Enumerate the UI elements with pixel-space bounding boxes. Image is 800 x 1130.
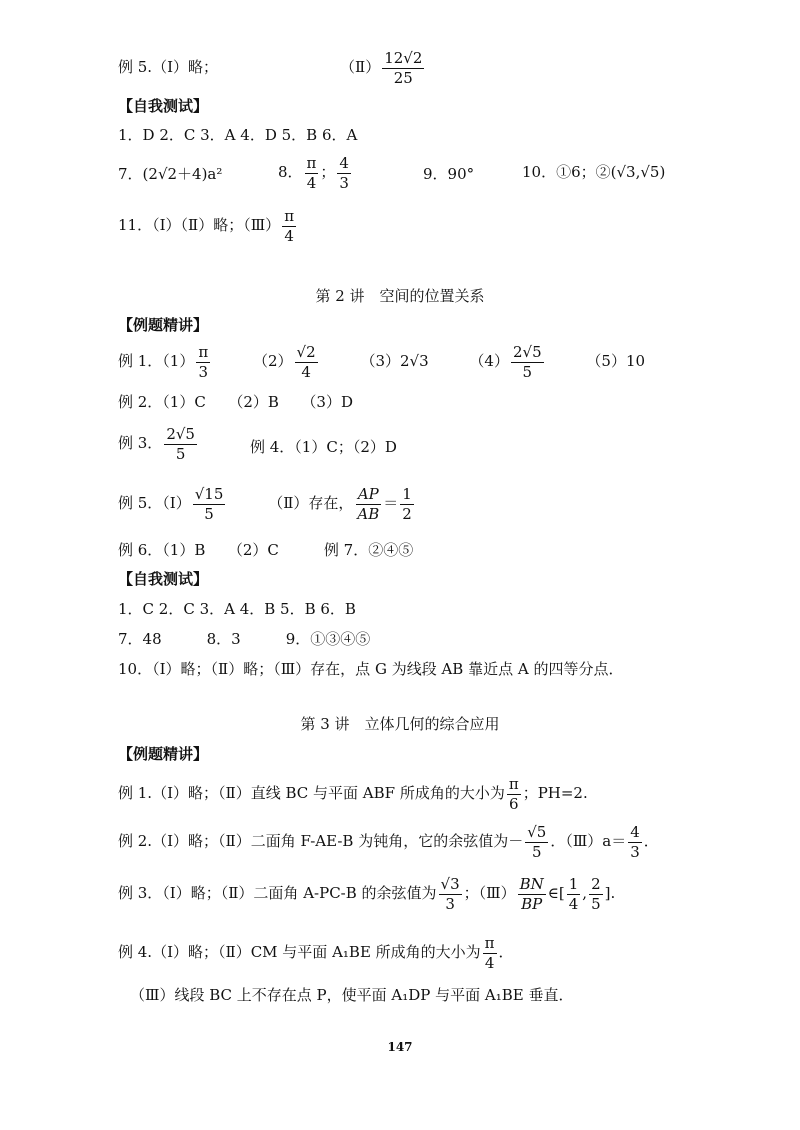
comma: , xyxy=(582,884,588,902)
fraction xyxy=(567,876,581,912)
numerator: 2√5 xyxy=(512,343,542,361)
answer-row: 10．（Ⅰ）略；（Ⅱ）略；（Ⅲ）存在，点 G 为线段 AB 靠近点 A 的四等分点． xyxy=(118,660,624,678)
answer-q9: 9．90° xyxy=(423,165,475,183)
denominator: 5 xyxy=(175,444,186,463)
fraction xyxy=(628,824,642,860)
section-heading-self-test: 【自我测试】 xyxy=(118,97,209,115)
denominator: BP xyxy=(521,894,543,913)
label: 11．（Ⅰ）（Ⅱ）略；（Ⅲ） xyxy=(118,216,281,234)
equals-sign: ＝ xyxy=(383,494,399,512)
answer-q7: 7．(2√2＋4)a² xyxy=(118,165,223,183)
example-5-answer xyxy=(118,486,416,522)
label: ． xyxy=(643,832,659,850)
denominator: 6 xyxy=(508,794,519,813)
fraction xyxy=(525,824,548,860)
label: 例 1．（1） xyxy=(118,352,195,370)
fraction xyxy=(518,876,546,912)
label: ]. xyxy=(604,884,616,902)
label: 例 1.（Ⅰ）略；（Ⅱ）直线 BC 与平面 ABF 所成角的大小为 xyxy=(118,784,505,802)
denominator: AB xyxy=(357,504,380,523)
label: ．（Ⅲ）a＝ xyxy=(550,832,627,850)
answer-q10: 10．①6；②(√3,√5) xyxy=(522,163,666,181)
answer-row: 1．C 2．C 3．A 4．B 5．B 6．B xyxy=(118,600,356,618)
answer-row: 7．48 8．3 9．①③④⑤ xyxy=(118,630,371,648)
fraction xyxy=(400,486,414,522)
label: （5）10 xyxy=(586,352,646,370)
separator: ； xyxy=(320,163,336,181)
label: （3）2√3 xyxy=(360,352,429,370)
numerator: AP xyxy=(357,485,379,503)
numerator: 1 xyxy=(402,485,412,503)
numerator: 4 xyxy=(339,154,349,172)
lecture-title-3: 第 3 讲 立体几何的综合应用 xyxy=(300,715,500,733)
section-heading-examples: 【例题精讲】 xyxy=(118,745,209,763)
lecture-title-2: 第 2 讲 空间的位置关系 xyxy=(315,287,485,305)
denominator: 3 xyxy=(630,842,640,861)
numerator: 2√5 xyxy=(166,425,195,443)
denominator: 3 xyxy=(339,173,349,192)
label: ． xyxy=(498,943,514,961)
fraction xyxy=(483,935,497,971)
fraction xyxy=(382,50,424,86)
label: 例 5．（Ⅰ） xyxy=(118,494,191,512)
example-2-solution xyxy=(118,824,659,860)
numerator: π xyxy=(306,154,317,172)
numerator: π xyxy=(484,934,495,952)
answer-q8 xyxy=(278,155,353,191)
fraction xyxy=(589,876,603,912)
numerator: π xyxy=(198,343,209,361)
fraction xyxy=(295,344,318,380)
label: （2） xyxy=(253,352,293,370)
fraction xyxy=(355,486,381,522)
denominator: 3 xyxy=(198,362,209,381)
label: （Ⅱ） xyxy=(340,58,381,76)
label: （Ⅱ）存在， xyxy=(268,494,354,512)
numerator: π xyxy=(508,775,519,793)
denominator: 2 xyxy=(402,504,412,523)
fraction xyxy=(196,344,210,380)
denominator: 5 xyxy=(591,894,601,913)
numerator: √3 xyxy=(440,875,460,893)
numerator: 12√2 xyxy=(384,49,423,67)
example-6-7-answers: 例 6．（1）B （2）C 例 7．②④⑤ xyxy=(118,541,414,559)
denominator: 4 xyxy=(306,173,317,192)
example-4-solution xyxy=(118,935,514,971)
fraction xyxy=(193,486,226,522)
denominator: 5 xyxy=(204,504,214,523)
denominator: 4 xyxy=(301,362,311,381)
label: 例 4.（Ⅰ）略；（Ⅱ）CM 与平面 A₁BE 所成角的大小为 xyxy=(118,943,481,961)
example-1-solution xyxy=(118,776,588,812)
fraction xyxy=(507,776,521,812)
example-3-answer xyxy=(118,426,199,462)
label: 例 3．（Ⅰ）略；（Ⅱ）二面角 A-PC-B 的余弦值为 xyxy=(118,884,437,902)
example-2-answers: 例 2．（1）C （2）B （3）D xyxy=(118,393,353,411)
numerator: √5 xyxy=(527,823,547,841)
label: 例 2.（Ⅰ）略；（Ⅱ）二面角 F-AE-B 为钝角，它的余弦值为－ xyxy=(118,832,524,850)
fraction xyxy=(305,155,319,191)
numerator: 1 xyxy=(568,875,579,893)
denominator: 25 xyxy=(393,68,413,87)
numerator: √15 xyxy=(194,485,224,503)
numerator: √2 xyxy=(296,343,316,361)
label: ；（Ⅲ） xyxy=(463,884,516,902)
denominator: 3 xyxy=(445,894,455,913)
answer-ex5-part1: 例 5.（Ⅰ）略； xyxy=(118,58,219,76)
denominator: 4 xyxy=(484,953,495,972)
label: ∈[ xyxy=(547,884,565,902)
denominator: 5 xyxy=(522,362,533,381)
denominator: 5 xyxy=(531,842,542,861)
label: ；PH=2. xyxy=(522,784,588,802)
example-4-part3: （Ⅲ）线段 BC 上不存在点 P，使平面 A₁DP 与平面 A₁BE 垂直． xyxy=(130,986,574,1004)
denominator: 4 xyxy=(284,226,294,245)
section-heading-self-test: 【自我测试】 xyxy=(118,570,209,588)
fraction xyxy=(164,426,197,462)
fraction xyxy=(439,876,462,912)
numerator: 2 xyxy=(591,875,601,893)
denominator: 4 xyxy=(568,894,579,913)
section-heading-examples: 【例题精讲】 xyxy=(118,316,209,334)
label: （4） xyxy=(469,352,509,370)
numerator: 4 xyxy=(630,823,640,841)
label: 8． xyxy=(278,163,303,181)
answer-q11 xyxy=(118,208,298,244)
fraction xyxy=(282,208,296,244)
answer-ex5-part2 xyxy=(340,50,426,86)
answer-row: 1．D 2．C 3．A 4．D 5．B 6．A xyxy=(118,126,358,144)
fraction xyxy=(337,155,351,191)
fraction xyxy=(511,344,544,380)
numerator: π xyxy=(284,207,295,225)
label: 例 3． xyxy=(118,434,163,452)
example-1-answers xyxy=(118,344,645,380)
numerator: BN xyxy=(519,875,544,893)
example-3-solution xyxy=(118,876,615,912)
page-number: 147 xyxy=(387,1040,413,1054)
example-4-answer: 例 4．（1）C；（2）D xyxy=(250,438,397,456)
